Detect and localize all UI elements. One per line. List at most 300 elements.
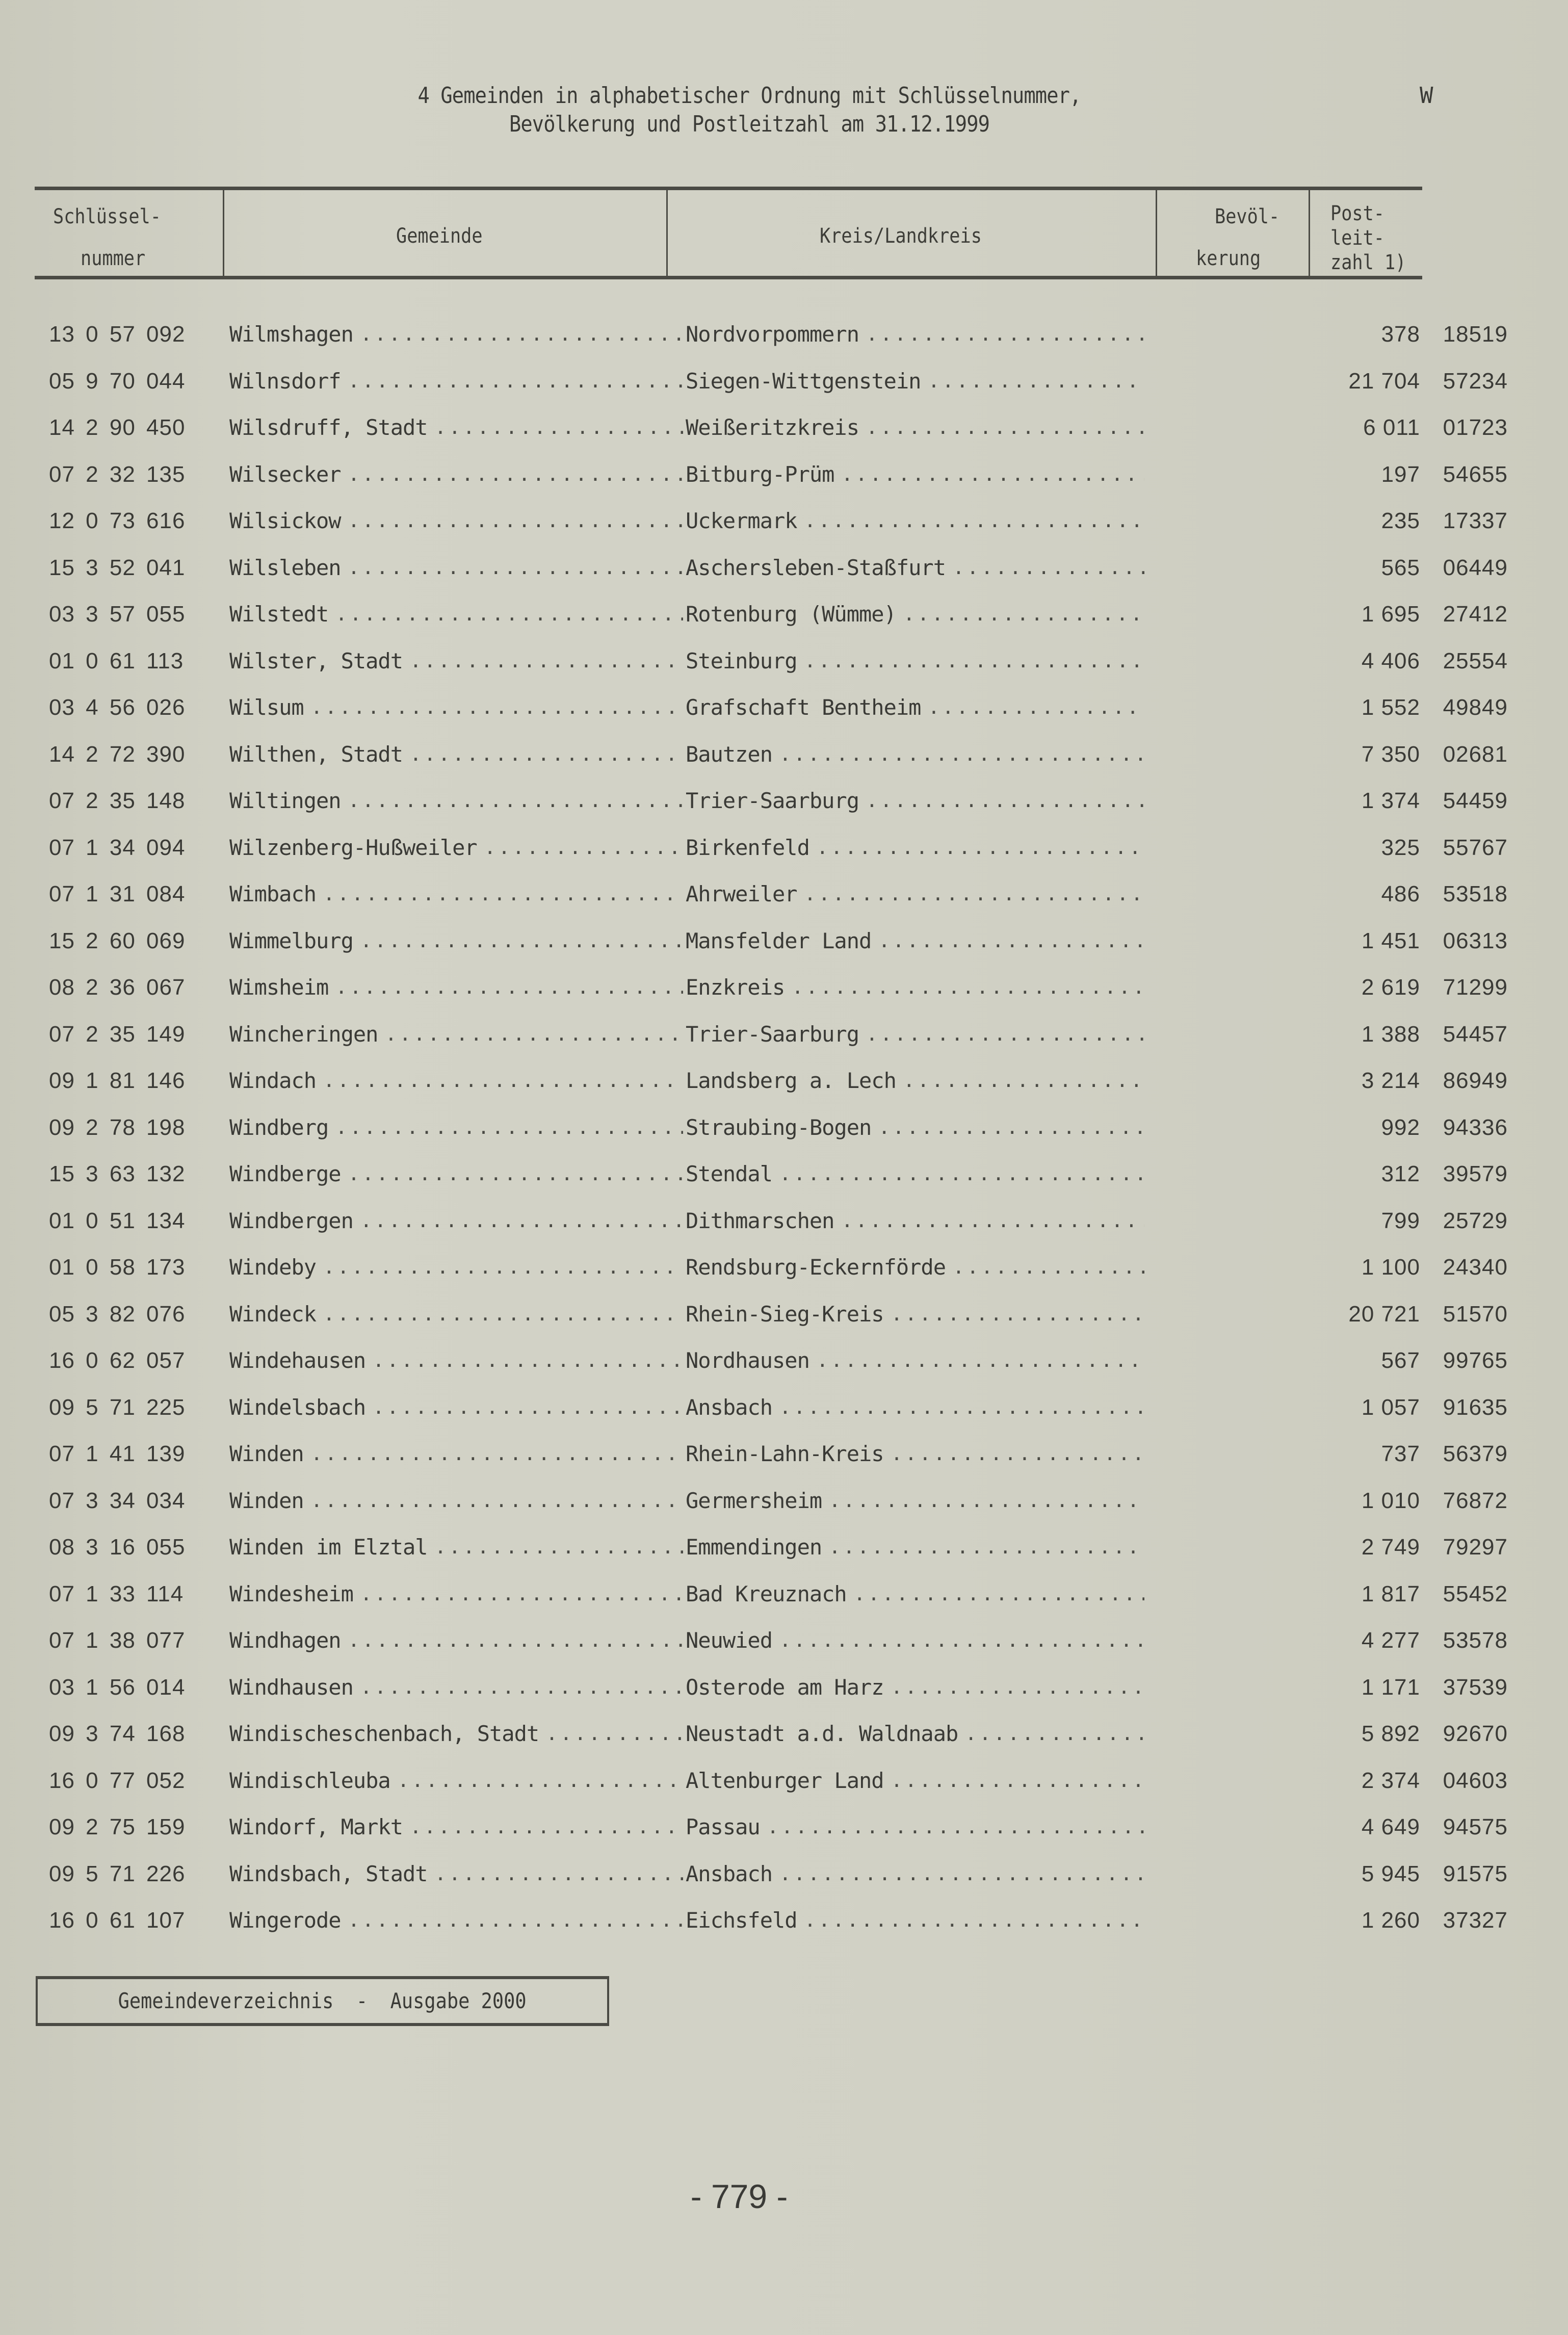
gemeinde-fill xyxy=(229,964,683,1011)
gemeinde-cell xyxy=(229,358,683,405)
table-row xyxy=(0,358,1568,405)
kreis-name: Nordhausen xyxy=(686,1348,809,1373)
key-number: 03 3 57 055 xyxy=(49,602,186,627)
kreis-name: Aschersleben-Staßfurt xyxy=(686,555,946,580)
column-header-population-line2: kerung xyxy=(1196,247,1261,270)
leader-dots xyxy=(335,591,683,638)
table-row xyxy=(0,1757,1568,1804)
postcode: 55767 xyxy=(1443,835,1508,860)
leader-dots xyxy=(311,1431,683,1477)
kreis-fill xyxy=(686,1617,1144,1664)
kreis-fill xyxy=(686,871,1144,918)
leader-dots xyxy=(546,1710,683,1757)
gemeinde-name: Windhausen xyxy=(229,1674,353,1700)
gemeinde-name: Wincheringen xyxy=(229,1021,378,1047)
table-row xyxy=(0,1571,1568,1618)
leader-dots xyxy=(779,1851,1144,1898)
leader-dots xyxy=(804,1897,1144,1944)
leader-dots xyxy=(792,964,1144,1011)
gemeinde-name: Wilsecker xyxy=(229,461,341,487)
leader-dots xyxy=(335,964,683,1011)
population: 7 350 xyxy=(1361,741,1420,767)
kreis-cell xyxy=(686,358,1144,405)
population: 20 721 xyxy=(1348,1301,1420,1327)
postcode: 37327 xyxy=(1443,1908,1508,1933)
gemeinde-name: Windeby xyxy=(229,1255,317,1280)
population: 197 xyxy=(1381,461,1420,487)
gemeinde-cell xyxy=(229,1384,683,1431)
key-number: 07 1 41 139 xyxy=(49,1441,186,1466)
gemeinde-name: Windberge xyxy=(229,1161,341,1186)
gemeinde-fill xyxy=(229,1851,683,1898)
leader-dots xyxy=(410,731,683,778)
gemeinde-cell xyxy=(229,1057,683,1104)
column-header-gemeinde-label: Gemeinde xyxy=(396,224,483,248)
key-number: 05 3 82 076 xyxy=(49,1301,186,1327)
gemeinde-name: Wilsleben xyxy=(229,555,341,580)
kreis-cell xyxy=(686,777,1144,824)
kreis-cell xyxy=(686,684,1144,731)
table-row xyxy=(0,1057,1568,1104)
table-row xyxy=(0,1384,1568,1431)
leader-dots xyxy=(779,1384,1144,1431)
kreis-name: Passau xyxy=(686,1814,760,1839)
kreis-name: Ansbach xyxy=(686,1861,773,1886)
gemeinde-name: Wimmelburg xyxy=(229,928,353,953)
gemeinde-fill xyxy=(229,1710,683,1757)
population: 737 xyxy=(1381,1441,1420,1466)
gemeinde-cell xyxy=(229,1104,683,1151)
gemeinde-name: Wilster, Stadt xyxy=(229,648,403,673)
gemeinde-cell xyxy=(229,404,683,451)
gemeinde-fill xyxy=(229,451,683,498)
kreis-name: Emmendingen xyxy=(686,1535,822,1560)
kreis-cell xyxy=(686,1198,1144,1244)
kreis-fill xyxy=(686,1431,1144,1477)
kreis-name: Rhein-Lahn-Kreis xyxy=(686,1441,884,1466)
leader-dots xyxy=(841,451,1144,498)
column-header-kreis-label: Kreis/Landkreis xyxy=(819,224,982,248)
leader-dots xyxy=(866,311,1144,358)
leader-dots xyxy=(841,1198,1144,1244)
kreis-fill xyxy=(686,1757,1144,1804)
key-number: 09 5 71 226 xyxy=(49,1861,186,1886)
kreis-name: Straubing-Bogen xyxy=(686,1114,872,1140)
kreis-fill xyxy=(686,824,1144,871)
gemeinde-cell xyxy=(229,451,683,498)
table-row xyxy=(0,1897,1568,1944)
leader-dots xyxy=(767,1804,1144,1851)
gemeinde-fill xyxy=(229,1617,683,1664)
gemeinde-cell xyxy=(229,1664,683,1711)
kreis-cell xyxy=(686,1477,1144,1524)
kreis-fill xyxy=(686,964,1144,1011)
postcode: 06313 xyxy=(1443,928,1508,953)
table-row xyxy=(0,544,1568,591)
gemeinde-fill xyxy=(229,918,683,965)
table-row xyxy=(0,591,1568,638)
postcode: 99765 xyxy=(1443,1348,1508,1373)
leader-dots xyxy=(779,731,1144,778)
kreis-cell xyxy=(686,1011,1144,1058)
gemeinde-fill xyxy=(229,777,683,824)
table-row xyxy=(0,964,1568,1011)
gemeinde-fill xyxy=(229,1198,683,1244)
kreis-cell xyxy=(686,404,1144,451)
leader-dots xyxy=(360,918,683,965)
gemeinde-name: Winden im Elztal xyxy=(229,1535,428,1560)
kreis-fill xyxy=(686,1151,1144,1198)
table-row xyxy=(0,1524,1568,1571)
gemeinde-cell xyxy=(229,1198,683,1244)
kreis-name: Ansbach xyxy=(686,1394,773,1420)
key-number: 16 0 62 057 xyxy=(49,1348,186,1373)
gemeinde-name: Wiltingen xyxy=(229,788,341,813)
gemeinde-fill xyxy=(229,1011,683,1058)
population: 1 171 xyxy=(1361,1674,1420,1700)
table-row xyxy=(0,404,1568,451)
kreis-fill xyxy=(686,1571,1144,1618)
section-letter: W xyxy=(1420,83,1433,109)
postcode: 54459 xyxy=(1443,788,1508,813)
kreis-cell xyxy=(686,964,1144,1011)
kreis-name: Uckermark xyxy=(686,508,797,533)
leader-dots xyxy=(891,1664,1144,1711)
gemeinde-name: Windischleuba xyxy=(229,1768,390,1793)
kreis-cell xyxy=(686,1244,1144,1291)
kreis-cell xyxy=(686,591,1144,638)
table-row xyxy=(0,1104,1568,1151)
key-number: 16 0 77 052 xyxy=(49,1768,186,1793)
gemeinde-fill xyxy=(229,1757,683,1804)
kreis-fill xyxy=(686,1664,1144,1711)
leader-dots xyxy=(373,1384,683,1431)
leader-dots xyxy=(804,638,1144,685)
gemeinde-fill xyxy=(229,591,683,638)
postcode: 04603 xyxy=(1443,1768,1508,1793)
key-number: 09 3 74 168 xyxy=(49,1721,186,1746)
population: 565 xyxy=(1381,555,1420,580)
gemeinde-cell xyxy=(229,1011,683,1058)
gemeinde-cell xyxy=(229,1804,683,1851)
kreis-cell xyxy=(686,638,1144,685)
kreis-cell xyxy=(686,1384,1144,1431)
table-row xyxy=(0,1804,1568,1851)
gemeinde-fill xyxy=(229,544,683,591)
key-number: 07 1 31 084 xyxy=(49,881,186,906)
leader-dots xyxy=(953,544,1144,591)
key-number: 01 0 51 134 xyxy=(49,1208,186,1233)
kreis-fill xyxy=(686,1011,1144,1058)
leader-dots xyxy=(410,638,683,685)
population: 2 619 xyxy=(1361,975,1420,1000)
gemeinde-cell xyxy=(229,1851,683,1898)
leader-dots xyxy=(348,498,683,544)
leader-dots xyxy=(348,451,683,498)
gemeinde-fill xyxy=(229,358,683,405)
population: 4 649 xyxy=(1361,1814,1420,1839)
kreis-cell xyxy=(686,1664,1144,1711)
gemeinde-name: Wilsum xyxy=(229,695,304,720)
kreis-name: Neustadt a.d. Waldnaab xyxy=(686,1721,958,1746)
kreis-cell xyxy=(686,1804,1144,1851)
table-row xyxy=(0,1431,1568,1477)
leader-dots xyxy=(866,1011,1144,1058)
population: 1 451 xyxy=(1361,928,1420,953)
table-row xyxy=(0,1337,1568,1384)
key-number: 13 0 57 092 xyxy=(49,322,186,347)
gemeinde-cell xyxy=(229,1431,683,1477)
gemeinde-cell xyxy=(229,1897,683,1944)
kreis-name: Altenburger Land xyxy=(686,1768,884,1793)
gemeinde-name: Windhagen xyxy=(229,1628,341,1653)
postcode: 94575 xyxy=(1443,1814,1508,1839)
table-row xyxy=(0,1617,1568,1664)
population: 4 406 xyxy=(1361,648,1420,673)
leader-dots xyxy=(435,404,683,451)
gemeinde-name: Windsbach, Stadt xyxy=(229,1861,428,1886)
postcode: 25729 xyxy=(1443,1208,1508,1233)
gemeinde-fill xyxy=(229,1431,683,1477)
key-number: 01 0 58 173 xyxy=(49,1255,186,1280)
key-number: 01 0 61 113 xyxy=(49,648,184,673)
leader-dots xyxy=(829,1524,1144,1571)
table-header xyxy=(35,187,1422,279)
gemeinde-name: Wilzenberg-Hußweiler xyxy=(229,835,477,860)
kreis-fill xyxy=(686,498,1144,544)
postcode: 27412 xyxy=(1443,602,1508,627)
leader-dots xyxy=(866,404,1144,451)
kreis-fill xyxy=(686,1477,1144,1524)
gemeinde-cell xyxy=(229,311,683,358)
gemeinde-fill xyxy=(229,1897,683,1944)
gemeinde-fill xyxy=(229,638,683,685)
gemeinde-name: Windach xyxy=(229,1068,317,1093)
population: 1 695 xyxy=(1361,602,1420,627)
gemeinde-fill xyxy=(229,404,683,451)
leader-dots xyxy=(435,1524,683,1571)
leader-dots xyxy=(903,591,1144,638)
kreis-name: Osterode am Harz xyxy=(686,1674,884,1700)
postcode: 91635 xyxy=(1443,1394,1508,1420)
population: 21 704 xyxy=(1348,368,1420,394)
postcode: 02681 xyxy=(1443,741,1508,767)
table-row xyxy=(0,1244,1568,1291)
postcode: 94336 xyxy=(1443,1114,1508,1140)
gemeinde-cell xyxy=(229,498,683,544)
gemeinde-cell xyxy=(229,1244,683,1291)
kreis-name: Dithmarschen xyxy=(686,1208,834,1233)
gemeinde-cell xyxy=(229,731,683,778)
population: 1 260 xyxy=(1361,1908,1420,1933)
leader-dots xyxy=(311,1477,683,1524)
leader-dots xyxy=(323,871,683,918)
table-row xyxy=(0,777,1568,824)
table-row xyxy=(0,451,1568,498)
kreis-fill xyxy=(686,358,1144,405)
key-number: 14 2 90 450 xyxy=(49,415,186,440)
leader-dots xyxy=(348,1151,683,1198)
kreis-cell xyxy=(686,498,1144,544)
leader-dots xyxy=(484,824,683,871)
population: 1 374 xyxy=(1361,788,1420,813)
population: 5 892 xyxy=(1361,1721,1420,1746)
population: 1 010 xyxy=(1361,1488,1420,1513)
gemeinde-cell xyxy=(229,544,683,591)
kreis-fill xyxy=(686,1384,1144,1431)
key-number: 07 1 33 114 xyxy=(49,1581,184,1606)
table-row xyxy=(0,1198,1568,1244)
table-row xyxy=(0,1291,1568,1338)
column-header-postcode-label: Post- leit- zahl 1) xyxy=(1330,202,1406,274)
key-number: 03 4 56 026 xyxy=(49,695,186,720)
postcode: 39579 xyxy=(1443,1161,1508,1186)
kreis-cell xyxy=(686,1757,1144,1804)
kreis-fill xyxy=(686,1804,1144,1851)
kreis-cell xyxy=(686,1897,1144,1944)
kreis-name: Grafschaft Bentheim xyxy=(686,695,921,720)
kreis-fill xyxy=(686,1057,1144,1104)
population: 235 xyxy=(1381,508,1420,533)
leader-dots xyxy=(878,918,1144,965)
leader-dots xyxy=(323,1244,683,1291)
gemeinde-fill xyxy=(229,1384,683,1431)
gemeinde-fill xyxy=(229,824,683,871)
publication-box xyxy=(36,1976,609,2026)
leader-dots xyxy=(817,1337,1144,1384)
leader-dots xyxy=(398,1757,683,1804)
kreis-cell xyxy=(686,731,1144,778)
gemeinde-fill xyxy=(229,1477,683,1524)
population: 1 057 xyxy=(1361,1394,1420,1420)
gemeinde-name: Windesheim xyxy=(229,1581,353,1606)
postcode: 49849 xyxy=(1443,695,1508,720)
population: 325 xyxy=(1381,835,1420,860)
kreis-name: Rotenburg (Wümme) xyxy=(686,602,896,627)
gemeinde-cell xyxy=(229,1291,683,1338)
kreis-fill xyxy=(686,544,1144,591)
kreis-name: Germersheim xyxy=(686,1488,822,1513)
column-header-key xyxy=(35,190,224,276)
kreis-fill xyxy=(686,1291,1144,1338)
page-number: - 779 - xyxy=(690,2177,788,2215)
leader-dots xyxy=(928,358,1144,405)
column-header-key-line2: nummer xyxy=(81,247,146,270)
gemeinde-cell xyxy=(229,684,683,731)
gemeinde-cell xyxy=(229,638,683,685)
kreis-name: Landsberg a. Lech xyxy=(686,1068,896,1093)
kreis-cell xyxy=(686,1337,1144,1384)
key-number: 15 3 52 041 xyxy=(49,555,186,580)
population: 6 011 xyxy=(1363,415,1420,440)
leader-dots xyxy=(348,544,683,591)
gemeinde-name: Wilsdruff, Stadt xyxy=(229,415,428,440)
gemeinde-name: Wilstedt xyxy=(229,602,329,627)
gemeinde-cell xyxy=(229,591,683,638)
kreis-name: Steinburg xyxy=(686,648,797,673)
kreis-cell xyxy=(686,1524,1144,1571)
gemeinde-fill xyxy=(229,1571,683,1618)
column-header-population xyxy=(1157,190,1310,276)
gemeinde-name: Windeck xyxy=(229,1301,317,1327)
kreis-name: Trier-Saarburg xyxy=(686,788,859,813)
postcode: 51570 xyxy=(1443,1301,1508,1327)
gemeinde-cell xyxy=(229,1757,683,1804)
leader-dots xyxy=(348,777,683,824)
leader-dots xyxy=(965,1710,1144,1757)
leader-dots xyxy=(817,824,1144,871)
kreis-fill xyxy=(686,591,1144,638)
gemeinde-fill xyxy=(229,1151,683,1198)
key-number: 16 0 61 107 xyxy=(49,1908,186,1933)
postcode: 56379 xyxy=(1443,1441,1508,1466)
gemeinde-cell xyxy=(229,1337,683,1384)
population: 3 214 xyxy=(1361,1068,1420,1093)
gemeinde-fill xyxy=(229,498,683,544)
kreis-cell xyxy=(686,1151,1144,1198)
kreis-fill xyxy=(686,1524,1144,1571)
table-row xyxy=(0,731,1568,778)
page-title-line2: Bevölkerung und Postleitzahl am 31.12.1999 xyxy=(509,111,990,137)
gemeinde-name: Windberg xyxy=(229,1114,329,1140)
key-number: 08 2 36 067 xyxy=(49,975,186,1000)
key-number: 12 0 73 616 xyxy=(49,508,186,533)
key-number: 05 9 70 044 xyxy=(49,368,186,394)
leader-dots xyxy=(435,1851,683,1898)
kreis-fill xyxy=(686,918,1144,965)
column-header-key-line1: Schlüssel- xyxy=(53,205,161,228)
leader-dots xyxy=(779,1151,1144,1198)
population: 799 xyxy=(1381,1208,1420,1233)
population: 1 100 xyxy=(1361,1255,1420,1280)
population: 2 749 xyxy=(1361,1535,1420,1560)
leader-dots xyxy=(335,1104,683,1151)
page-title-line1: 4 Gemeinden in alphabetischer Ordnung mit Schlüsselnummer, xyxy=(417,83,1081,109)
column-header-gemeinde xyxy=(224,190,668,276)
postcode: 54655 xyxy=(1443,461,1508,487)
gemeinde-fill xyxy=(229,1804,683,1851)
population: 2 374 xyxy=(1361,1768,1420,1793)
kreis-name: Eichsfeld xyxy=(686,1908,797,1933)
kreis-name: Siegen-Wittgenstein xyxy=(686,368,921,394)
kreis-name: Ahrweiler xyxy=(686,881,797,906)
gemeinde-name: Windischeschenbach, Stadt xyxy=(229,1721,539,1746)
gemeinde-fill xyxy=(229,1337,683,1384)
kreis-fill xyxy=(686,777,1144,824)
table-row xyxy=(0,1664,1568,1711)
kreis-cell xyxy=(686,1710,1144,1757)
gemeinde-fill xyxy=(229,311,683,358)
population: 486 xyxy=(1381,881,1420,906)
postcode: 53518 xyxy=(1443,881,1508,906)
leader-dots xyxy=(385,1011,683,1058)
key-number: 07 2 35 148 xyxy=(49,788,186,813)
postcode: 79297 xyxy=(1443,1535,1508,1560)
kreis-cell xyxy=(686,824,1144,871)
leader-dots xyxy=(891,1757,1144,1804)
gemeinde-cell xyxy=(229,824,683,871)
column-header-kreis xyxy=(668,190,1157,276)
leader-dots xyxy=(891,1431,1144,1477)
gemeinde-fill xyxy=(229,1291,683,1338)
gemeinde-cell xyxy=(229,964,683,1011)
postcode: 06449 xyxy=(1443,555,1508,580)
table-row xyxy=(0,498,1568,544)
leader-dots xyxy=(311,684,683,731)
table-row xyxy=(0,918,1568,965)
gemeinde-name: Winden xyxy=(229,1441,304,1466)
key-number: 07 2 35 149 xyxy=(49,1021,186,1047)
